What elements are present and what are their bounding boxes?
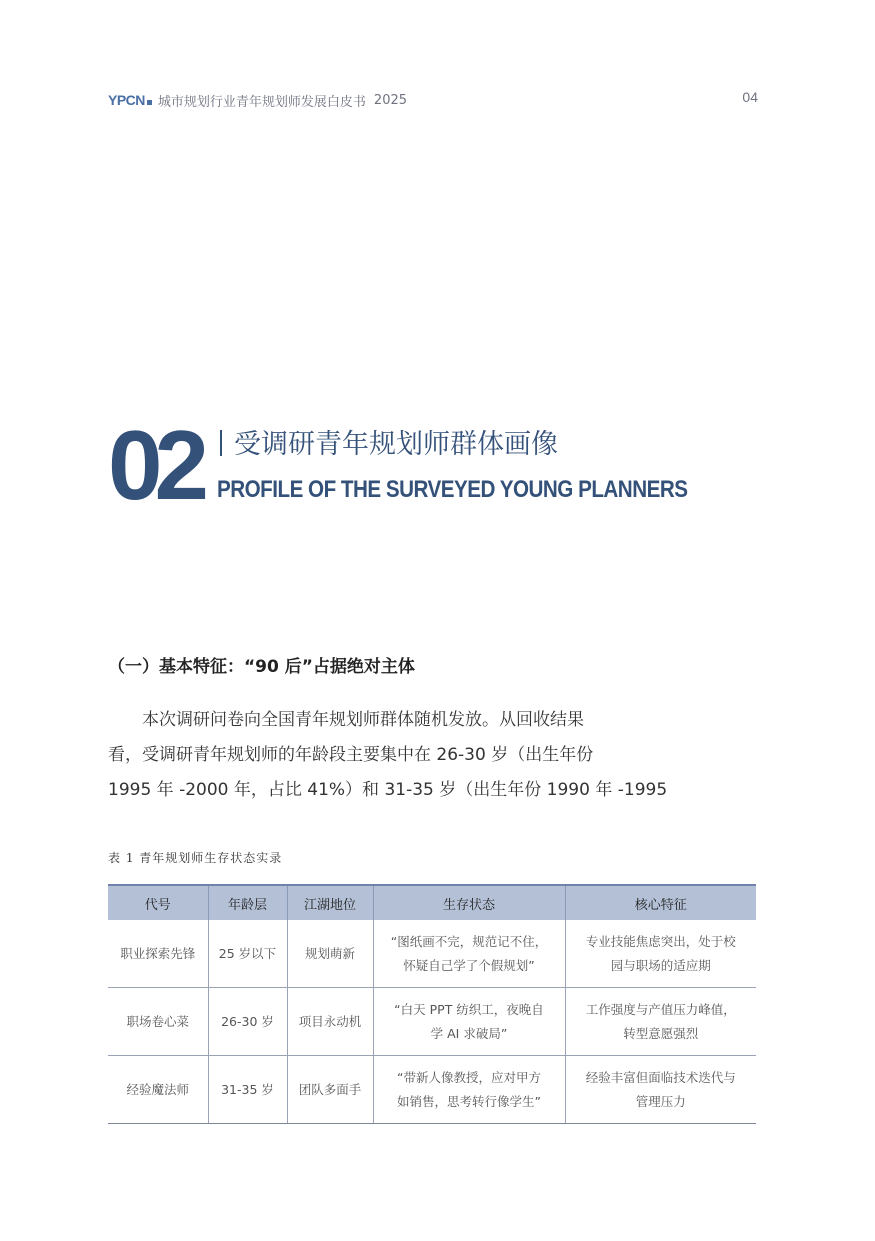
cell-status: 团队多面手 (287, 1056, 373, 1124)
section-number: 02 (108, 410, 202, 520)
logo-square-icon (147, 100, 152, 105)
section-title-cn (220, 422, 558, 461)
planner-status-table (108, 884, 756, 1124)
cell-code: 经验魔法师 (108, 1056, 208, 1124)
column-header: 生存状态 (373, 885, 565, 920)
table-header-row (108, 885, 756, 920)
cell-code: 职业探索先锋 (108, 920, 208, 988)
cell-age: 26-30 岁 (208, 988, 287, 1056)
running-header (108, 89, 758, 111)
column-header: 代号 (108, 885, 208, 920)
cell-feature-line: 工作强度与产值压力峰值， (585, 1001, 736, 1017)
title-divider-bar (220, 430, 222, 456)
table-row (108, 1056, 756, 1124)
cell-feature-line: 园与职场的适应期 (610, 957, 711, 973)
paragraph-line: 看，受调研青年规划师的年龄段主要集中在 26-30 岁（出生年份 (108, 745, 594, 765)
cell-state-line: 怀疑自己学了个假规划” (403, 957, 535, 973)
cell-feature-line: 转型意愿强烈 (623, 1025, 699, 1041)
column-header: 年龄层 (208, 885, 287, 920)
document-year: 2025 (373, 92, 408, 108)
paragraph-line: 本次调研问卷向全国青年规划师群体随机发放。从回收结果 (142, 710, 584, 730)
cell-state-line: “白天 PPT 纺织工，夜晚自 (394, 1001, 544, 1017)
cell-code: 职场卷心菜 (108, 988, 208, 1056)
cell-feature-line: 管理压力 (635, 1093, 686, 1109)
cell-age: 31-35 岁 (208, 1056, 287, 1124)
cell-status: 规划萌新 (287, 920, 373, 988)
section-heading (108, 410, 708, 520)
subsection-heading: （一）基本特征：“90 后”占据绝对主体 (108, 657, 415, 677)
cell-state (373, 920, 565, 988)
ypcn-logo: YPCN (108, 92, 145, 108)
document-title: 城市规划行业青年规划师发展白皮书 (157, 94, 366, 110)
table-caption: 表 1 青年规划师生存状态实录 (108, 851, 283, 865)
table-row (108, 988, 756, 1056)
cell-feature (565, 988, 756, 1056)
body-paragraph (108, 703, 668, 808)
cell-feature-line: 专业技能焦虑突出，处于校 (585, 933, 736, 949)
cell-status: 项目永动机 (287, 988, 373, 1056)
cell-state (373, 988, 565, 1056)
cell-state-line: “带新人像教授，应对甲方 (397, 1069, 541, 1085)
cell-feature-line: 经验丰富但面临技术迭代与 (585, 1069, 736, 1085)
page-number: 04 (742, 89, 758, 105)
cell-state-line: 学 AI 求破局” (430, 1025, 508, 1041)
cell-feature (565, 920, 756, 988)
cell-age: 25 岁以下 (208, 920, 287, 988)
section-title-cn-text: 受调研青年规划师群体画像 (234, 429, 558, 460)
cell-state (373, 1056, 565, 1124)
cell-feature (565, 1056, 756, 1124)
cell-state-line: “图纸画不完，规范记不住， (390, 933, 548, 949)
section-title-en: PROFILE OF THE SURVEYED YOUNG PLANNERS (217, 476, 688, 503)
paragraph-line: 1995 年 -2000 年，占比 41%）和 31-35 岁（出生年份 1990 年 -1995 (108, 780, 668, 800)
column-header: 核心特征 (565, 885, 756, 920)
table-row (108, 920, 756, 988)
column-header: 江湖地位 (287, 885, 373, 920)
cell-state-line: 如销售，思考转行像学生” (397, 1093, 541, 1109)
